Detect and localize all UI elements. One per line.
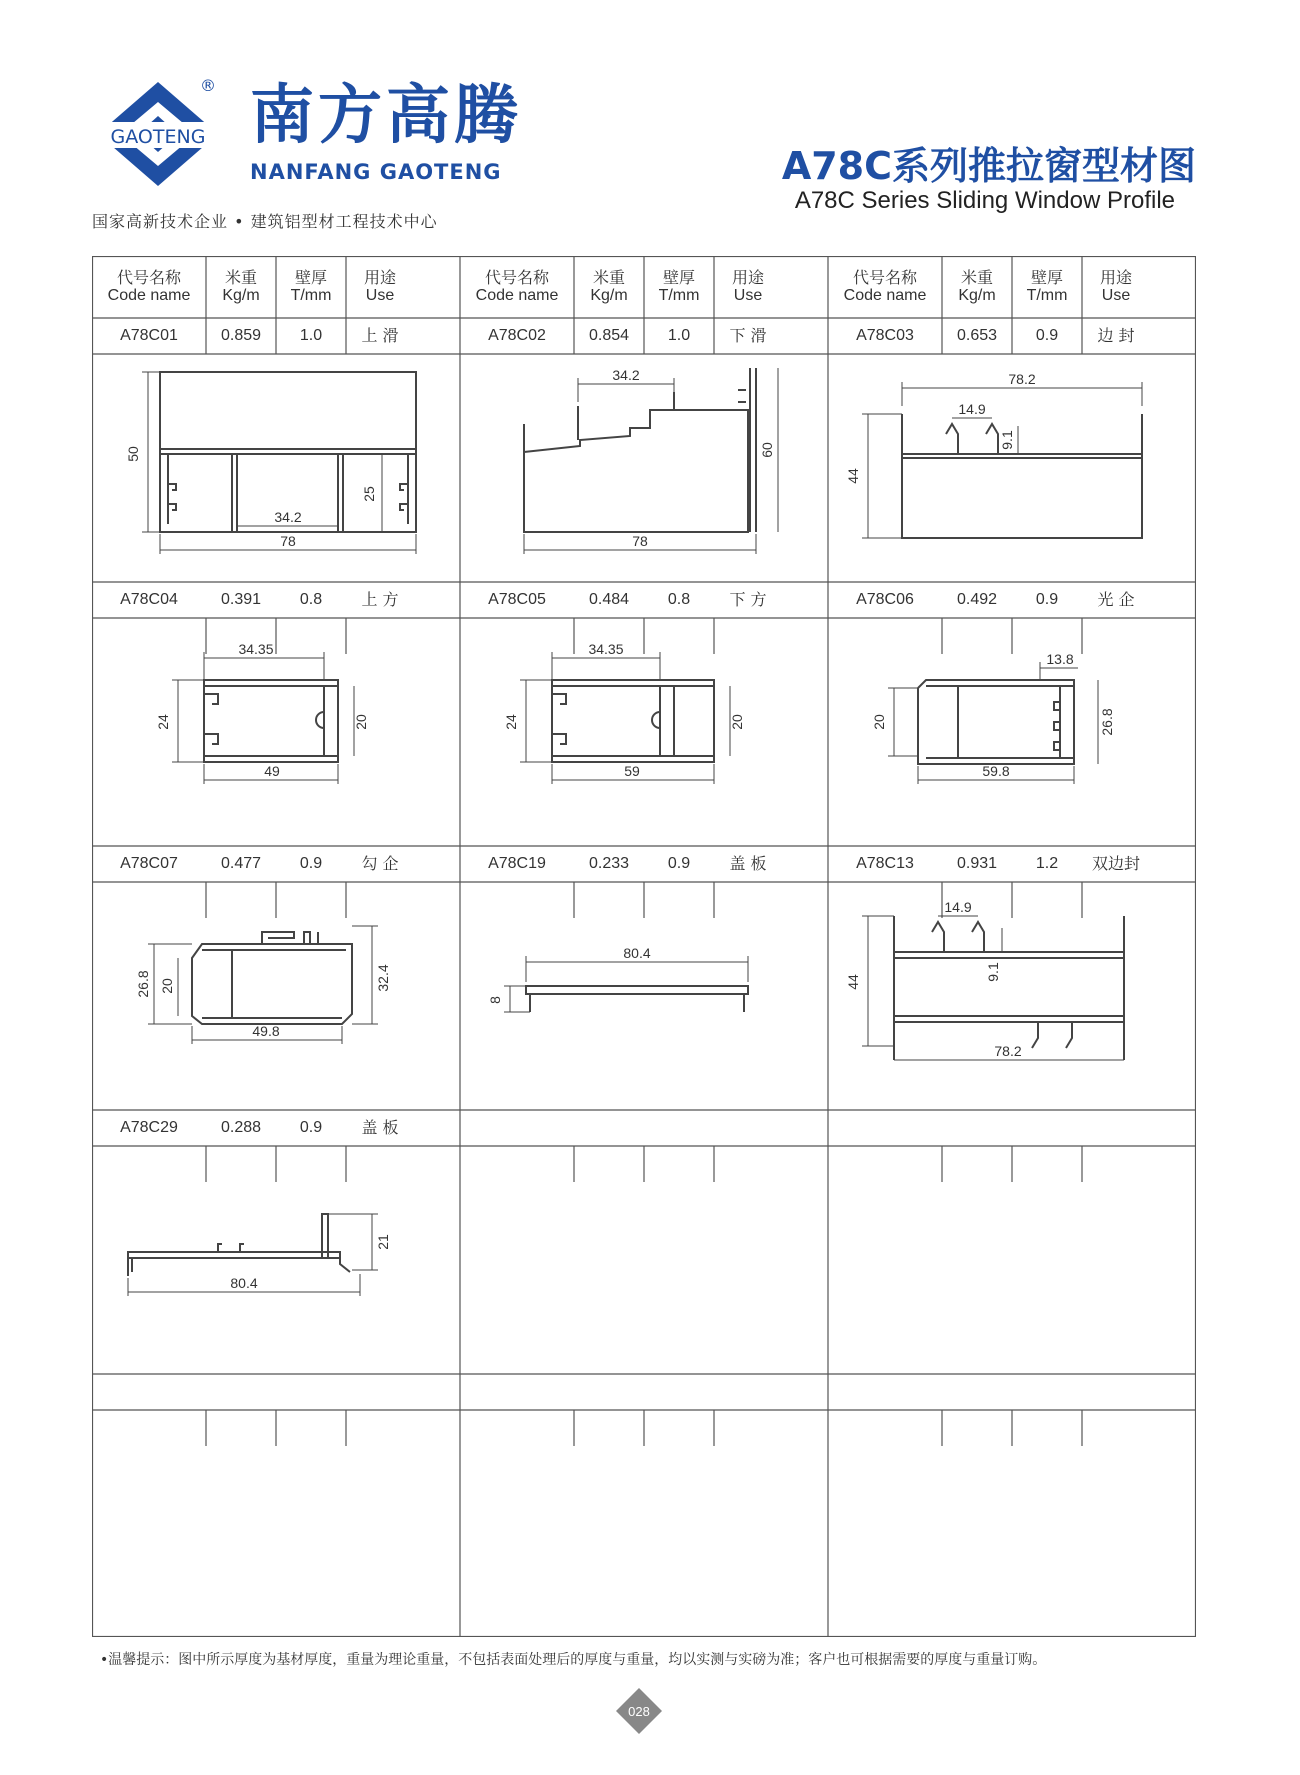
dim-c05-width: 59 [624, 763, 640, 779]
dim-c02-top: 34.2 [612, 367, 640, 383]
header-code-cn: 代号名称 [484, 267, 549, 287]
cell-use: 盖 板 [729, 853, 767, 873]
dim-c06-left: 20 [871, 714, 887, 730]
header-thickness-en: T/mm [290, 287, 332, 304]
dim-c05-top: 34.35 [588, 641, 624, 657]
cell-thickness: 1.0 [667, 326, 691, 344]
cell-weight: 0.288 [220, 1118, 262, 1136]
dim-c13-width: 78.2 [994, 1043, 1022, 1059]
cell-thickness: 1.0 [299, 326, 323, 344]
cell-thickness: 0.9 [299, 854, 323, 872]
brand-name-en: NANFANG GAOTENG [250, 160, 502, 184]
header-thickness [276, 256, 346, 318]
header-weight [574, 256, 644, 318]
dim-c04-width: 49 [264, 763, 280, 779]
page-title-cn: A78C系列推拉窗型材图 [781, 144, 1196, 188]
cell-code: A78C01 [120, 326, 178, 344]
dim-c04-top: 34.35 [238, 641, 274, 657]
profile-drawing-a78c19 [460, 882, 828, 1110]
cell-thickness: 0.9 [667, 854, 691, 872]
cell-weight: 0.859 [220, 326, 262, 344]
cell-weight [574, 1374, 644, 1410]
header-weight-cn: 米重 [592, 267, 625, 287]
cell-thickness: 0.8 [667, 590, 691, 608]
cell-weight [942, 1110, 1012, 1146]
cell-weight: 0.484 [588, 590, 630, 608]
header-thickness [644, 256, 714, 318]
header-use-en: Use [1101, 287, 1131, 304]
brand-tagline: 国家高新技术企业 • 建筑铝型材工程技术中心 [92, 212, 438, 231]
cell-use [714, 1110, 782, 1146]
dim-c05-right: 20 [729, 714, 745, 730]
profile-drawing-a78c02 [460, 354, 828, 582]
dim-c03-height: 44 [845, 468, 861, 484]
cell-use: 勾 企 [361, 853, 399, 873]
cell-use: 光 企 [1097, 589, 1135, 609]
dim-c04-left: 24 [155, 714, 171, 730]
cell-use [1082, 1374, 1150, 1410]
header-thickness-en: T/mm [658, 287, 700, 304]
logo-text: GAOTENG [110, 126, 206, 148]
dim-c19-width: 80.4 [623, 945, 651, 961]
header-weight [942, 256, 1012, 318]
cell-use: 下 滑 [729, 325, 767, 345]
cell-code [828, 1110, 942, 1146]
cell-weight: 0.854 [588, 326, 630, 344]
cell-thickness [644, 1374, 714, 1410]
dim-c07-right: 32.4 [375, 964, 391, 992]
header-use-en: Use [733, 287, 763, 304]
header-use-cn: 用途 [363, 267, 396, 287]
cell-thickness [644, 1110, 714, 1146]
cell-thickness: 0.9 [299, 1118, 323, 1136]
cell-weight: 0.477 [220, 854, 262, 872]
header-weight-cn: 米重 [224, 267, 257, 287]
cell-weight: 0.653 [956, 326, 998, 344]
cell-thickness [1012, 1110, 1082, 1146]
header-thickness-cn: 壁厚 [1030, 267, 1063, 287]
dim-c05-left: 24 [503, 714, 519, 730]
dim-c06-right: 26.8 [1099, 708, 1115, 736]
footer-note: •温馨提示：图中所示厚度为基材厚度，重量为理论重量，不包括表面处理后的厚度与重量，均以实测与实磅为准；客户也可根据需要的厚度与重量订购。 [100, 1652, 1047, 1668]
dim-c04-right: 20 [353, 714, 369, 730]
dim-c02-height: 60 [759, 442, 775, 458]
cell-use: 上 滑 [361, 325, 399, 345]
header-use [714, 256, 782, 318]
dim-c07-width: 49.8 [252, 1023, 280, 1039]
cell-weight [942, 1374, 1012, 1410]
header-use [346, 256, 414, 318]
header-code-cn: 代号名称 [852, 267, 917, 287]
profile-drawing-a78c29 [92, 1146, 460, 1374]
cell-use [1082, 1110, 1150, 1146]
dim-c03-width: 78.2 [1008, 371, 1036, 387]
cell-code: A78C05 [488, 590, 546, 608]
header-use-cn: 用途 [1099, 267, 1132, 287]
cell-weight: 0.233 [588, 854, 630, 872]
dim-c13-rib: 9.1 [985, 962, 1001, 982]
profile-drawing-a78c03 [828, 354, 1196, 582]
cell-weight: 0.492 [956, 590, 998, 608]
header-weight-en: Kg/m [222, 287, 260, 304]
dim-c01-height: 50 [125, 446, 141, 462]
profile-drawing-a78c04 [92, 618, 460, 846]
cell-code [828, 1374, 942, 1410]
header-code [828, 256, 942, 318]
cell-thickness [1012, 1374, 1082, 1410]
dim-c03-rib: 9.1 [999, 430, 1015, 450]
cell-code: A78C06 [856, 590, 914, 608]
page-number: 028 [628, 1704, 650, 1719]
header-weight-en: Kg/m [590, 287, 628, 304]
dim-c06-width: 59.8 [982, 763, 1010, 779]
cell-code: A78C04 [120, 590, 178, 608]
dim-c01-inner: 25 [361, 486, 377, 502]
dim-c29-width: 80.4 [230, 1275, 258, 1291]
header-code-en: Code name [475, 287, 559, 304]
dim-c19-height: 8 [487, 996, 503, 1004]
header-thickness [1012, 256, 1082, 318]
page-title-en: A78C Series Sliding Window Profile [794, 187, 1175, 214]
dim-c29-height: 21 [375, 1234, 391, 1250]
cell-code: A78C29 [120, 1118, 178, 1136]
dim-c03-gap: 14.9 [958, 401, 986, 417]
cell-thickness: 0.8 [299, 590, 323, 608]
profile-drawing-a78c07 [92, 882, 460, 1110]
cell-use: 上 方 [361, 589, 399, 609]
header-weight-cn: 米重 [960, 267, 993, 287]
header-weight [206, 256, 276, 318]
cell-code [460, 1374, 574, 1410]
cell-code: A78C02 [488, 326, 546, 344]
profile-drawing-a78c05 [460, 618, 828, 846]
cell-code: A78C19 [488, 854, 546, 872]
cell-thickness [276, 1374, 346, 1410]
cell-thickness: 0.9 [1035, 590, 1059, 608]
header-use-cn: 用途 [731, 267, 764, 287]
cell-code [460, 1110, 574, 1146]
cell-thickness: 0.9 [1035, 326, 1059, 344]
cell-code: A78C13 [856, 854, 914, 872]
cell-weight: 0.391 [220, 590, 262, 608]
header-code-en: Code name [107, 287, 191, 304]
cell-use: 盖 板 [361, 1117, 399, 1137]
dim-c01-width: 78 [280, 533, 296, 549]
cell-use: 边 封 [1097, 325, 1135, 345]
header-code [460, 256, 574, 318]
header-code-en: Code name [843, 287, 927, 304]
dim-c13-height: 44 [845, 974, 861, 990]
cell-thickness: 1.2 [1035, 854, 1059, 872]
header-use-en: Use [365, 287, 395, 304]
profile-drawing-a78c13 [828, 882, 1196, 1110]
cell-weight [574, 1110, 644, 1146]
brand-name-cn: 南方高腾 [250, 79, 522, 153]
header-thickness-cn: 壁厚 [662, 267, 695, 287]
page-number-badge [614, 1686, 664, 1736]
cell-weight: 0.931 [956, 854, 998, 872]
cell-use: 下 方 [729, 589, 767, 609]
cell-code [92, 1374, 206, 1410]
header-thickness-cn: 壁厚 [294, 267, 327, 287]
cell-use: 双边封 [1091, 853, 1140, 873]
dim-c07-left2: 20 [159, 978, 175, 994]
header-thickness-en: T/mm [1026, 287, 1068, 304]
profile-table [92, 256, 1196, 1637]
header-weight-en: Kg/m [958, 287, 996, 304]
header-use [1082, 256, 1150, 318]
cell-weight [206, 1374, 276, 1410]
cell-code: A78C03 [856, 326, 914, 344]
dim-c13-gap: 14.9 [944, 899, 972, 915]
dim-c07-left1: 26.8 [135, 970, 151, 998]
header-code-cn: 代号名称 [116, 267, 181, 287]
profile-drawing-a78c01 [92, 354, 460, 582]
cell-use [714, 1374, 782, 1410]
header-code [92, 256, 206, 318]
dim-c06-top: 13.8 [1046, 651, 1074, 667]
dim-c02-width: 78 [632, 533, 648, 549]
profile-drawing-a78c06 [828, 618, 1196, 846]
cell-code: A78C07 [120, 854, 178, 872]
registered-mark: ® [200, 76, 216, 95]
dim-c01-mid: 34.2 [274, 509, 302, 525]
cell-use [346, 1374, 414, 1410]
